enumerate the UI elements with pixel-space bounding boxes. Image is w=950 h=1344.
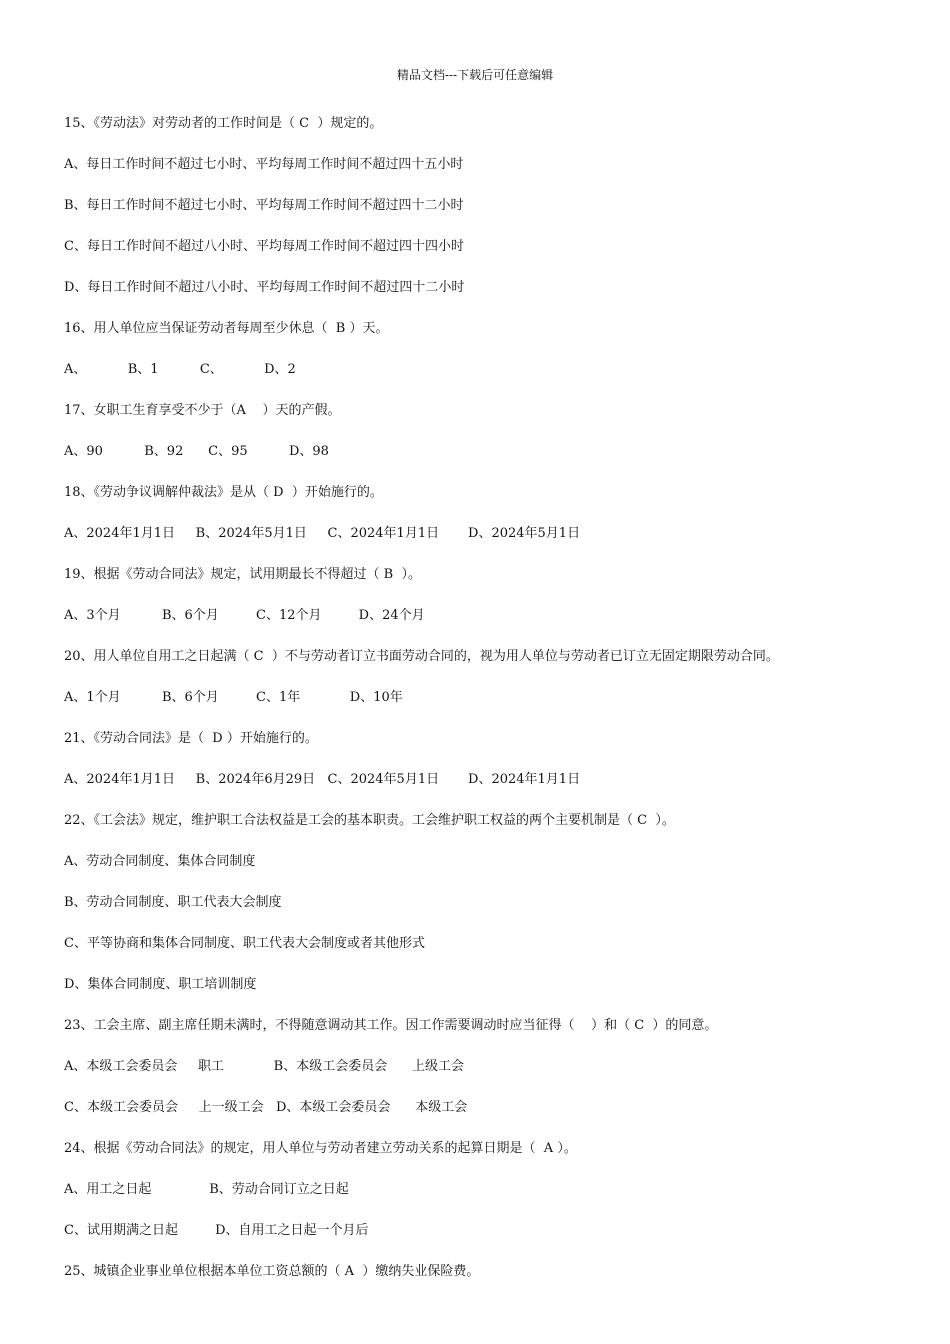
option-15-d: D、每日工作时间不超过八小时、平均每周工作时间不超过四十二小时 — [64, 280, 465, 295]
options-19: A、3个月 B、6个月 C、12个月 D、24个月 — [64, 608, 425, 623]
question-22: 22、《工会法》规定，维护职工合法权益是工会的基本职责。工会维护职工权益的两个主要机制是（ C ）。 — [64, 813, 675, 828]
question-24: 24、根据《劳动合同法》的规定，用人单位与劳动者建立劳动关系的起算日期是（ A ）。 — [64, 1141, 577, 1156]
options-17: A、90 B、92 C、95 D、98 — [64, 444, 329, 459]
question-20: 20、用人单位自用工之日起满（ C ）不与劳动者订立书面劳动合同的，视为用人单位与劳动者已订立无固定期限劳动合同。 — [64, 649, 779, 664]
options-20: A、1个月 B、6个月 C、1年 D、10年 — [64, 690, 403, 705]
options-21: A、2024年1月1日 B、2024年6月29日 C、2024年5月1日 D、2024年1月1日 — [64, 772, 581, 787]
options-16: A、 B、1 C、 D、2 — [64, 362, 296, 377]
option-22-a: A、劳动合同制度、集体合同制度 — [64, 854, 256, 869]
option-22-d: D、集体合同制度、职工培训制度 — [64, 977, 257, 992]
question-19: 19、根据《劳动合同法》规定，试用期最长不得超过（ B ）。 — [64, 567, 421, 582]
options-18: A、2024年1月1日 B、2024年5月1日 C、2024年1月1日 D、2024年5月1日 — [64, 526, 581, 541]
page-header: 精品文档---下载后可任意编辑 — [396, 68, 554, 82]
options-23-cd: C、本级工会委员会 上一级工会 D、本级工会委员会 本级工会 — [64, 1100, 468, 1115]
option-22-c: C、平等协商和集体合同制度、职工代表大会制度或者其他形式 — [64, 936, 425, 951]
option-15-b: B、每日工作时间不超过七小时、平均每周工作时间不超过四十二小时 — [64, 198, 464, 213]
options-24-cd: C、试用期满之日起 D、自用工之日起一个月后 — [64, 1223, 369, 1238]
option-15-c: C、每日工作时间不超过八小时、平均每周工作时间不超过四十四小时 — [64, 239, 464, 254]
question-25: 25、城镇企业事业单位根据本单位工资总额的（ A ）缴纳失业保险费。 — [64, 1264, 480, 1279]
question-18: 18、《劳动争议调解仲裁法》是从（ D ）开始施行的。 — [64, 485, 383, 500]
option-22-b: B、劳动合同制度、职工代表大会制度 — [64, 895, 282, 910]
options-23-ab: A、本级工会委员会 职工 B、本级工会委员会 上级工会 — [64, 1059, 464, 1074]
option-15-a: A、每日工作时间不超过七小时、平均每周工作时间不超过四十五小时 — [64, 157, 464, 172]
question-21: 21、《劳动合同法》是（ D ）开始施行的。 — [64, 731, 318, 746]
question-17: 17、女职工生育享受不少于（A ）天的产假。 — [64, 403, 341, 418]
question-16: 16、用人单位应当保证劳动者每周至少休息（ B ）天。 — [64, 321, 389, 336]
question-23: 23、工会主席、副主席任期未满时，不得随意调动其工作。因工作需要调动时应当征得（ ）和（ C ）的同意。 — [64, 1018, 718, 1033]
question-15: 15、《劳动法》对劳动者的工作时间是（ C ）规定的。 — [64, 116, 383, 131]
options-24-ab: A、用工之日起 B、劳动合同订立之日起 — [64, 1182, 349, 1197]
